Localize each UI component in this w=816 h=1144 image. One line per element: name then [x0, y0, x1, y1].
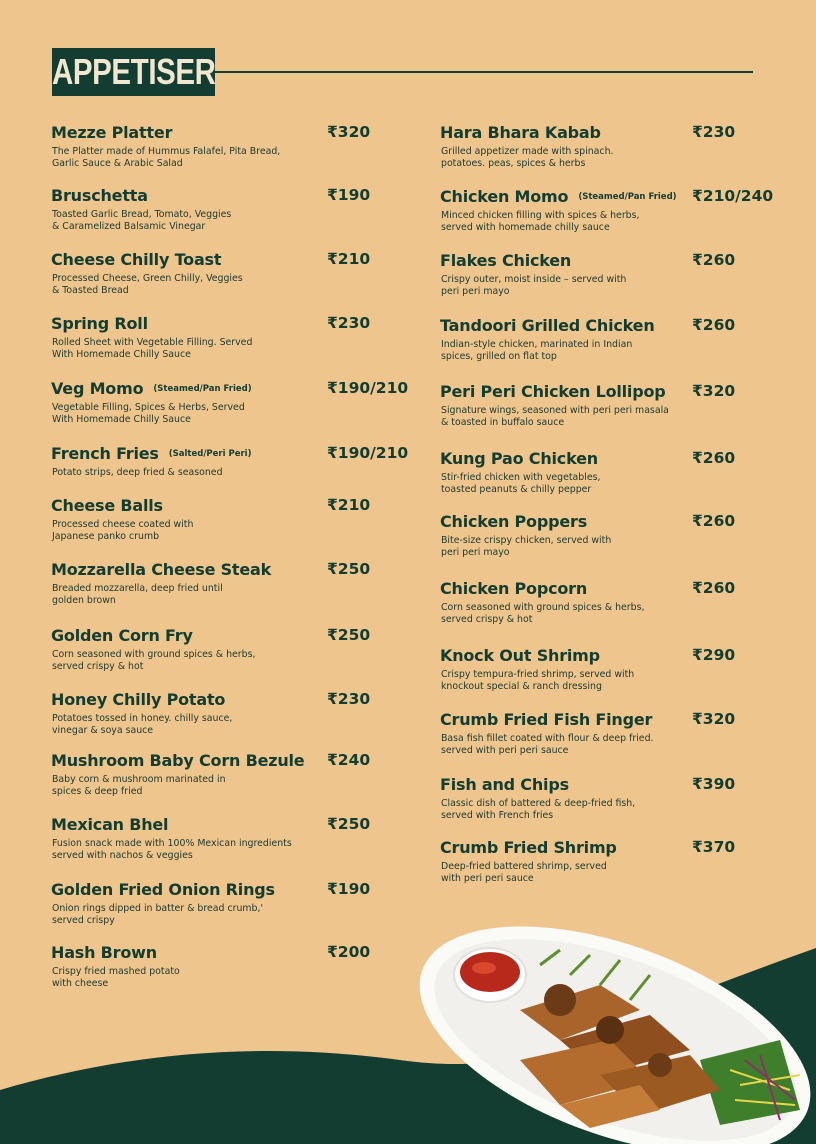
menu-item-name	[51, 943, 157, 962]
menu-item-description: Potatoes tossed in honey. chilly sauce, vinegar & soya sauce	[52, 713, 233, 736]
menu-item-price: ₹320	[327, 123, 371, 141]
menu-item-description: Minced chicken filling with spices & herbs, served with homemade chilly sauce	[441, 210, 640, 233]
menu-item-price: ₹290	[692, 646, 736, 664]
menu-item-variant-note: (Steamed/Pan Fried)	[153, 384, 252, 394]
menu-item-name	[51, 123, 172, 142]
menu-item-price: ₹240	[327, 751, 371, 769]
menu-item-name	[51, 560, 271, 579]
menu-item-name	[440, 775, 569, 794]
menu-item-description: Breaded mozzarella, deep fried until golden brown	[52, 583, 223, 606]
menu-item-name	[440, 579, 587, 598]
menu-item-description: Signature wings, seasoned with peri peri masala & toasted in buffalo sauce	[441, 405, 669, 428]
menu-item-name	[440, 512, 587, 531]
menu-item-title: Knock Out Shrimp	[440, 646, 600, 665]
menu-item-price: ₹200	[327, 943, 371, 961]
menu-item-price: ₹260	[692, 449, 736, 467]
menu-item-description: Corn seasoned with ground spices & herbs, served crispy & hot	[441, 602, 645, 625]
menu-item-price: ₹230	[327, 314, 371, 332]
menu-item-name	[51, 186, 148, 205]
menu-item-title: Crumb Fried Fish Finger	[440, 710, 653, 729]
menu-item-name	[440, 838, 617, 857]
menu-item-title: Honey Chilly Potato	[51, 690, 226, 709]
menu-item-name	[440, 251, 571, 270]
menu-item-description: Stir-fried chicken with vegetables, toasted peanuts & chilly pepper	[441, 472, 601, 495]
menu-item-description: Indian-style chicken, marinated in Indian spices, grilled on flat top	[441, 339, 633, 362]
menu-item-title: Tandoori Grilled Chicken	[440, 316, 655, 335]
menu-item-title: Bruschetta	[51, 186, 148, 205]
menu-item-description: Classic dish of battered & deep-fried fish, served with French fries	[441, 798, 636, 821]
menu-item-price: ₹210	[327, 250, 371, 268]
menu-item-title: Hara Bhara Kabab	[440, 123, 601, 142]
menu-item-description: Basa fish fillet coated with flour & deep fried. served with peri peri sauce	[441, 733, 654, 756]
menu-item-price: ₹250	[327, 815, 371, 833]
menu-item-title: Mushroom Baby Corn Bezule	[51, 751, 305, 770]
menu-item-name	[51, 496, 163, 515]
menu-item-price: ₹210/240	[692, 187, 774, 205]
menu-item-description: Rolled Sheet with Vegetable Filling. Served With Homemade Chilly Sauce	[52, 337, 253, 360]
menu-item-name	[51, 626, 193, 645]
menu-item-name	[51, 250, 221, 269]
menu-item-title: Crumb Fried Shrimp	[440, 838, 617, 857]
menu-item-price: ₹230	[692, 123, 736, 141]
menu-item-price: ₹190/210	[327, 379, 409, 397]
menu-item-description: Crispy fried mashed potato with cheese	[52, 966, 180, 989]
menu-item-name	[51, 379, 252, 398]
menu-item-description: The Platter made of Hummus Falafel, Pita Bread, Garlic Sauce & Arabic Salad	[52, 146, 281, 169]
menu-item-title: Kung Pao Chicken	[440, 449, 598, 468]
menu-item-title: Mexican Bhel	[51, 815, 169, 834]
menu-item-description: Processed cheese coated with Japanese panko crumb	[52, 519, 194, 542]
menu-item-name	[51, 444, 251, 463]
menu-item-description: Fusion snack made with 100% Mexican ingredients served with nachos & veggies	[52, 838, 292, 861]
menu-item-name	[440, 382, 666, 401]
menu-item-title: Chicken Momo	[440, 187, 569, 206]
menu-item-name	[440, 710, 652, 729]
menu-item-description: Grilled appetizer made with spinach. potatoes. peas, spices & herbs	[441, 146, 614, 169]
menu-item-description: Vegetable Filling, Spices & Herbs, Served With Homemade Chilly Sauce	[52, 402, 245, 425]
menu-item-price: ₹260	[692, 251, 736, 269]
menu-item-variant-note: (Steamed/Pan Fried)	[578, 192, 677, 202]
menu-item-name	[51, 690, 225, 709]
menu-item-price: ₹260	[692, 316, 736, 334]
menu-item-price: ₹250	[327, 560, 371, 578]
menu-item-price: ₹230	[327, 690, 371, 708]
menu-item-name	[440, 646, 600, 665]
menu-item-name	[440, 316, 655, 335]
section-title: APPETISER	[51, 51, 216, 92]
menu-item-description: Corn seasoned with ground spices & herbs, served crispy & hot	[52, 649, 256, 672]
menu-item-description: Bite-size crispy chicken, served with peri peri mayo	[441, 535, 612, 558]
menu-item-description: Potato strips, deep fried & seasoned	[52, 467, 223, 478]
menu-item-description: Deep-fried battered shrimp, served with peri peri sauce	[441, 861, 607, 884]
menu-item-price: ₹260	[692, 512, 736, 530]
menu-item-price: ₹370	[692, 838, 736, 856]
menu-item-name	[440, 449, 598, 468]
menu-item-title: Cheese Balls	[51, 496, 163, 515]
menu-item-title: Mezze Platter	[51, 123, 173, 142]
menu-item-name	[51, 314, 148, 333]
menu-item-title: Flakes Chicken	[440, 251, 572, 270]
menu-item-description: Toasted Garlic Bread, Tomato, Veggies & Caramelized Balsamic Vinegar	[52, 209, 232, 232]
menu-item-price: ₹320	[692, 382, 736, 400]
menu-item-title: Golden Corn Fry	[51, 626, 193, 645]
title-divider	[215, 71, 753, 73]
menu-item-title: French Fries	[51, 444, 159, 463]
menu-item-title: Veg Momo	[51, 379, 144, 398]
menu-item-price: ₹190	[327, 186, 371, 204]
menu-item-description: Crispy tempura-fried shrimp, served with knockout special & ranch dressing	[441, 669, 635, 692]
menu-item-name	[51, 880, 275, 899]
menu-item-description: Baby corn & mushroom marinated in spices & deep fried	[52, 774, 226, 797]
menu-item-description: Processed Cheese, Green Chilly, Veggies & Toasted Bread	[52, 273, 243, 296]
menu-item-variant-note: (Salted/Peri Peri)	[168, 449, 252, 459]
menu-item-title: Cheese Chilly Toast	[51, 250, 222, 269]
menu-item-price: ₹210	[327, 496, 371, 514]
menu-item-name	[51, 751, 304, 770]
menu-item-name	[440, 123, 601, 142]
menu-item-title: Mozzarella Cheese Steak	[51, 560, 272, 579]
menu-item-title: Hash Brown	[51, 943, 157, 962]
menu-item-price: ₹260	[692, 579, 736, 597]
menu-item-title: Chicken Popcorn	[440, 579, 588, 598]
menu-item-price: ₹320	[692, 710, 736, 728]
section-title-box	[52, 48, 215, 96]
menu-item-title: Peri Peri Chicken Lollipop	[440, 382, 666, 401]
menu-item-title: Fish and Chips	[440, 775, 569, 794]
menu-item-price: ₹250	[327, 626, 371, 644]
menu-item-name	[440, 187, 677, 206]
menu-item-title: Chicken Poppers	[440, 512, 588, 531]
menu-item-description: Crispy outer, moist inside – served with peri peri mayo	[441, 274, 627, 297]
menu-item-description: Onion rings dipped in batter & bread crumb,' served crispy	[52, 903, 264, 926]
menu-item-title: Spring Roll	[51, 314, 148, 333]
menu-item-price: ₹390	[692, 775, 736, 793]
menu-item-price: ₹190	[327, 880, 371, 898]
menu-item-price: ₹190/210	[327, 444, 409, 462]
menu-item-title: Golden Fried Onion Rings	[51, 880, 275, 899]
menu-item-name	[51, 815, 168, 834]
